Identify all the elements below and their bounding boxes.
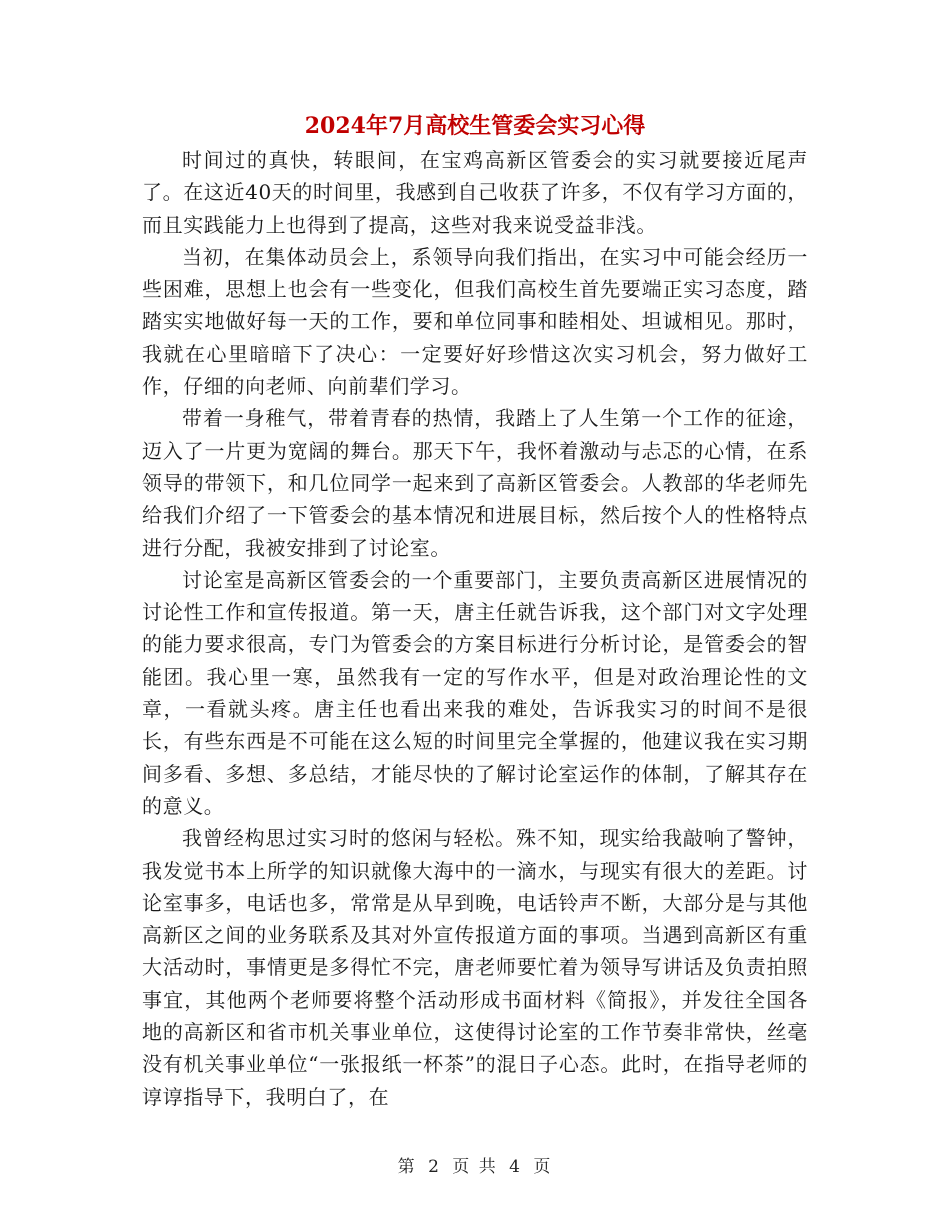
paragraph: 当初，在集体动员会上，系领导向我们指出，在实习中可能会经历一些困难，思想上也会有一些变化，但我们高校生首先要端正实习态度，踏踏实实地做好每一天的工作，要和单位同事和睦相处、坦诚相见。那时，我就在心里暗暗下了决心：一定要好好珍惜这次实习机会，努力做好工作，仔细的向老师、向前辈们学习。 — [142, 244, 808, 399]
document-body — [142, 144, 808, 1113]
paragraph: 我曾经构思过实习时的悠闲与轻松。殊不知，现实给我敲响了警钟，我发觉书本上所学的知识就像大海中的一滴水，与现实有很大的差距。讨论室事多，电话也多，常常是从早到晚，电话铃声不断，大部分是与其他高新区之间的业务联系及其对外宣传报道方面的事项。当遇到高新区有重大活动时，事情更是多得忙不完，唐老师要忙着为领导写讲话及负责拍照事宜，其他两个老师要将整个活动形成书面材料《简报》，并发往全国各地的高新区和省市机关事业单位，这使得讨论室的工作节奏非常快，丝毫没有机关事业单位“一张报纸一杯茶”的混日子心态。此时，在指导老师的谆谆指导下，我明白了，在 — [142, 826, 808, 1109]
document-title: 2024年7月高校生管委会实习心得 — [304, 113, 646, 139]
footer-page-number: 2 — [428, 1157, 441, 1177]
footer-total-pages: 4 — [509, 1157, 522, 1177]
footer-prefix: 第 — [397, 1157, 417, 1177]
paragraph: 时间过的真快，转眼间，在宝鸡高新区管委会的实习就要接近尾声了。在这近40天的时间里，我感到自己收获了许多，不仅有学习方面的，而且实践能力上也得到了提高，这些对我来说受益非浅。 — [142, 148, 808, 237]
paragraph: 带着一身稚气，带着青春的热情，我踏上了人生第一个工作的征途，迈入了一片更为宽阔的舞台。那天下午，我怀着激动与忐忑的心情，在系领导的带领下，和几位同学一起来到了高新区管委会。人教部的华老师先给我们介绍了一下管委会的基本情况和进展目标，然后按个人的性格特点进行分配，我被安排到了讨论室。 — [142, 406, 808, 560]
paragraph: 讨论室是高新区管委会的一个重要部门，主要负责高新区进展情况的讨论性工作和宣传报道。第一天，唐主任就告诉我，这个部门对文字处理的能力要求很高，专门为管委会的方案目标进行分析讨论，是管委会的智能团。我心里一寒，虽然我有一定的写作水平，但是对政治理论性的文章，一看就头疼。唐主任也看出来我的难处，告诉我实习的时间不是很长，有些东西是不可能在这么短的时间里完全掌握的，他建议我在实习期间多看、多想、多总结，才能尽快的了解讨论室运作的体制，了解其存在的意义。 — [142, 567, 808, 818]
footer-middle: 页 共 — [452, 1157, 498, 1177]
page-footer — [0, 1152, 950, 1177]
footer-suffix: 页 — [533, 1157, 553, 1177]
